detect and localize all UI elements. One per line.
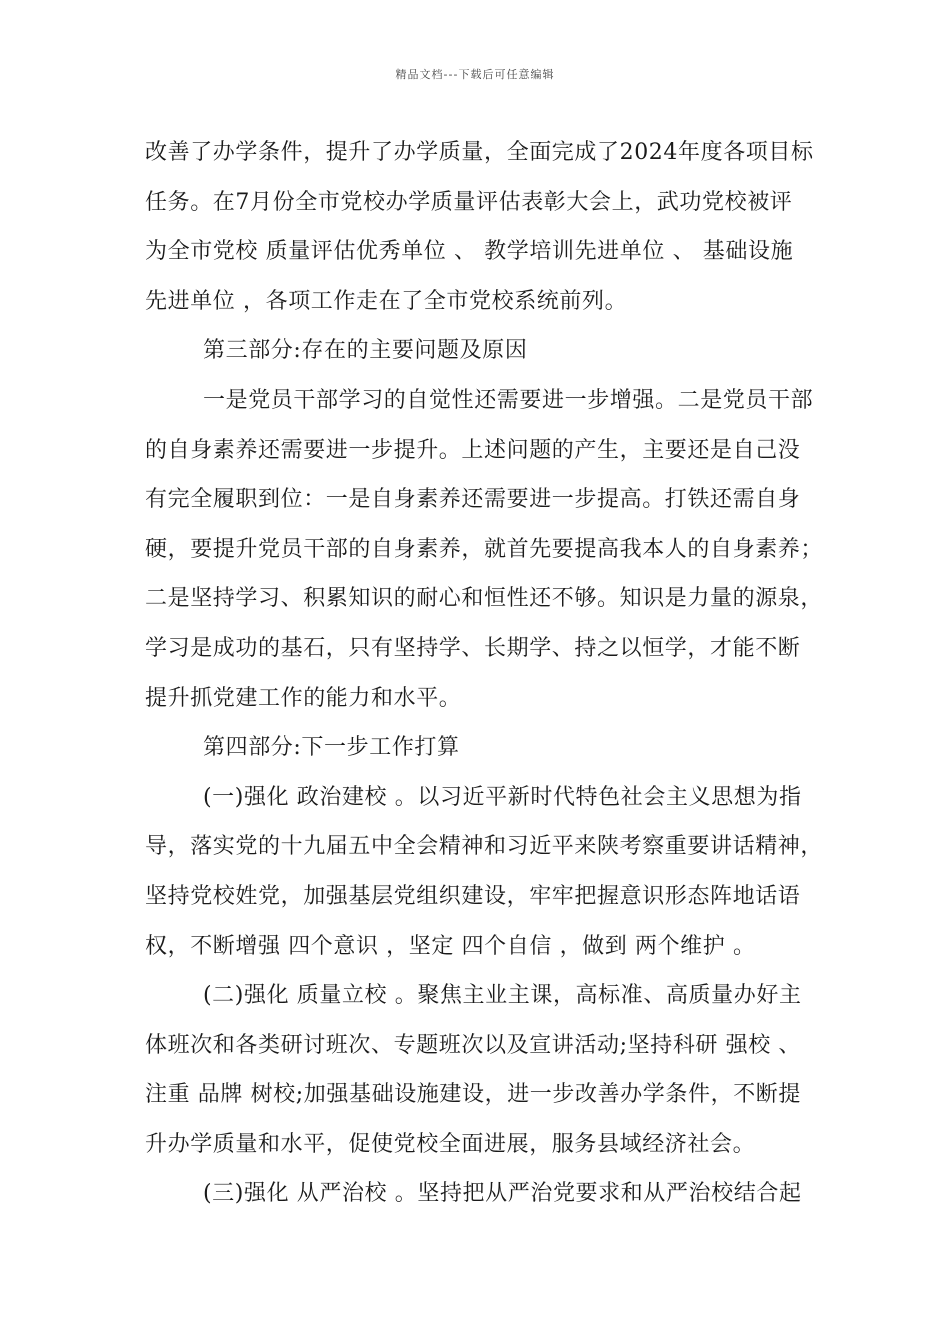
text-line: 硬，要提升党员干部的自身素养，就首先要提高我本人的自身素养； (145, 536, 824, 562)
text-line: 二是坚持学习、积累知识的耐心和恒性还不够。知识是力量的源泉， (145, 586, 824, 612)
text-line: 权，不断增强 四个意识 ，坚定 四个自信 ，做到 两个维护 。 (145, 933, 756, 959)
text-line: 注重 品牌 树校;加强基础设施建设，进一步改善办学条件，不断提 (145, 1082, 802, 1108)
text-line: 改善了办学条件，提升了办学质量，全面完成了2024年度各项目标 (145, 140, 814, 165)
text-line: 学习是成功的基石，只有坚持学、长期学、持之以恒学，才能不断 (145, 635, 801, 661)
text-line: 体班次和各类研讨班次、专题班次以及宣讲活动;坚持科研 强校 、 (145, 1032, 802, 1058)
paragraph-start-line: (一)强化 政治建校 。以习近平新时代特色社会主义思想为指 (203, 784, 802, 810)
paragraph-start-line: 第四部分:下一步工作打算 (203, 735, 460, 761)
text-line: 的自身素养还需要进一步提升。上述问题的产生，主要还是自己没 (145, 437, 801, 463)
paragraph-start-line: (三)强化 从严治校 。坚持把从严治党要求和从严治校结合起 (203, 1181, 802, 1207)
text-line: 提升抓党建工作的能力和水平。 (145, 685, 462, 711)
document-body (145, 128, 824, 1219)
text-line: 有完全履职到位：一是自身素养还需要进一步提高。打铁还需自身 (145, 487, 801, 513)
paragraph-start-line: 一是党员干部学习的自觉性还需要进一步增强。二是党员干部 (203, 387, 814, 413)
text-line: 为全市党校 质量评估优秀单位 、 教学培训先进单位 、 基础设施 (145, 239, 794, 265)
text-line: 任务。在7月份全市党校办学质量评估表彰大会上，武功党校被评 (145, 189, 793, 215)
paragraph-start-line: 第三部分:存在的主要问题及原因 (203, 338, 528, 364)
text-line: 坚持党校姓党，加强基层党组织建设，牢牢把握意识形态阵地话语 (145, 883, 801, 909)
text-line: 先进单位 ，各项工作走在了全市党校系统前列。 (145, 288, 628, 314)
paragraph-start-line: (二)强化 质量立校 。聚焦主业主课，高标准、高质量办好主 (203, 983, 802, 1009)
text-line: 导，落实党的十九届五中全会精神和习近平来陕考察重要讲话精神， (145, 834, 824, 860)
text-line: 升办学质量和水平，促使党校全面进展，服务县域经济社会。 (145, 1131, 756, 1157)
page-header: 精品文档---下载后可任意编辑 (395, 68, 555, 81)
